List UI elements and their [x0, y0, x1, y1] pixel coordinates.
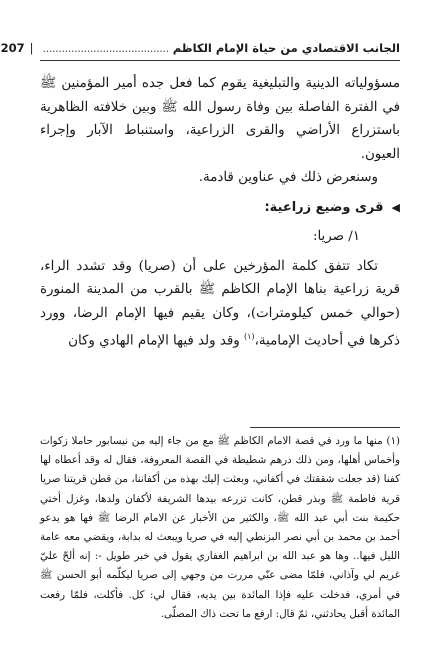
paragraph-3-text: تكاد تتفق كلمة المؤرخين على أن (صريا) وقد تشدد الراء، قرية زراعية بناها الإمام الكاظم ﷺ بالقرب من المدينة المنورة (حوالي خمس كيلومترات)، وكان يقيم فيها الإمام الرضا، وورد ذكرها في أحاديث الإمامية، — [40, 258, 400, 349]
running-header — [0, 38, 400, 58]
page-number: 207 — [0, 41, 25, 55]
paragraph-3-tail: وقد ولد فيها الإمام الهادي وكان — [68, 333, 244, 349]
paragraph-3 — [40, 255, 400, 353]
header-separator: | — [29, 41, 34, 55]
footnote-rule — [250, 427, 400, 428]
footnote-ref: (١) — [244, 332, 255, 341]
paragraph-2: وسنعرض ذلك في عناوين قادمة. — [198, 170, 378, 185]
paragraph-1: مسؤولياته الدينية والتبليغية يقوم كما فعل جده أمير المؤمنين ﷺ في الفترة الفاصلة بين وفاة رسول الله ﷺ وبين خلافته الظاهرية باستزراع الأراضي والقرى الزراعية، واستنباط الآبار وإجراء العيون. — [40, 76, 400, 162]
section-heading-text: قرى وضيع زراعية: — [264, 199, 384, 215]
footnote — [40, 432, 400, 624]
triangle-bullet-icon: ◀ — [391, 200, 400, 214]
main-text — [40, 72, 400, 353]
section-heading — [40, 196, 400, 220]
header-dots: ........................................ — [42, 41, 169, 55]
header-rule — [40, 60, 400, 61]
running-title: الجانب الاقتصادي من حياة الإمام الكاظم — [172, 41, 400, 55]
subheading: ١/ صريا: — [312, 229, 360, 244]
footnote-text: (١) منها ما ورد في قصة الامام الكاظم ﷺ مع من جاء إليه من نيسابور حاملا زكوات وأخماس أهلها، ومن ذلك درهم شطيطة في القصة المعروفة، فقال له وقد أعطاه لها كفنا (قد جعلت شققتك في أكفاني، وبعثت إليك بهذه من أكفاننا، من قطن قريتنا صريا قرية فاطمة ﷺ وبذر قطن، كانت تزرعه بيدها الشريفة لأكفان ولدها، وغزل أختي حكيمة بنت أبي عبد الله ﷺ، والكثير من الأخبار عن الامام الرضا ﷺ فها هو يدعو أحمد بن محمد بن أبي نصر البزنطي إليه في صريا ويبعث له بدابة، ويقضي معه عامة الليل فيها.. وها هو عبد الله بن ابراهيم الغفاري يقول في خبر طويل -: إنه ألحّ عليّ غريم لي وآذاني، فلمّا مضى عنّي مررت من وجهي إلى صريا ليكلّمه أبو الحسن ﷺ في أمري، فدخلت عليه فإذا المائدة بين يديه، فقال لي: كل. فأكلت، فلمّا رفعت المائدة أقبل يحادثني، ثمّ قال: ارفع ما تحت ذاك المصلّى. — [40, 435, 400, 620]
